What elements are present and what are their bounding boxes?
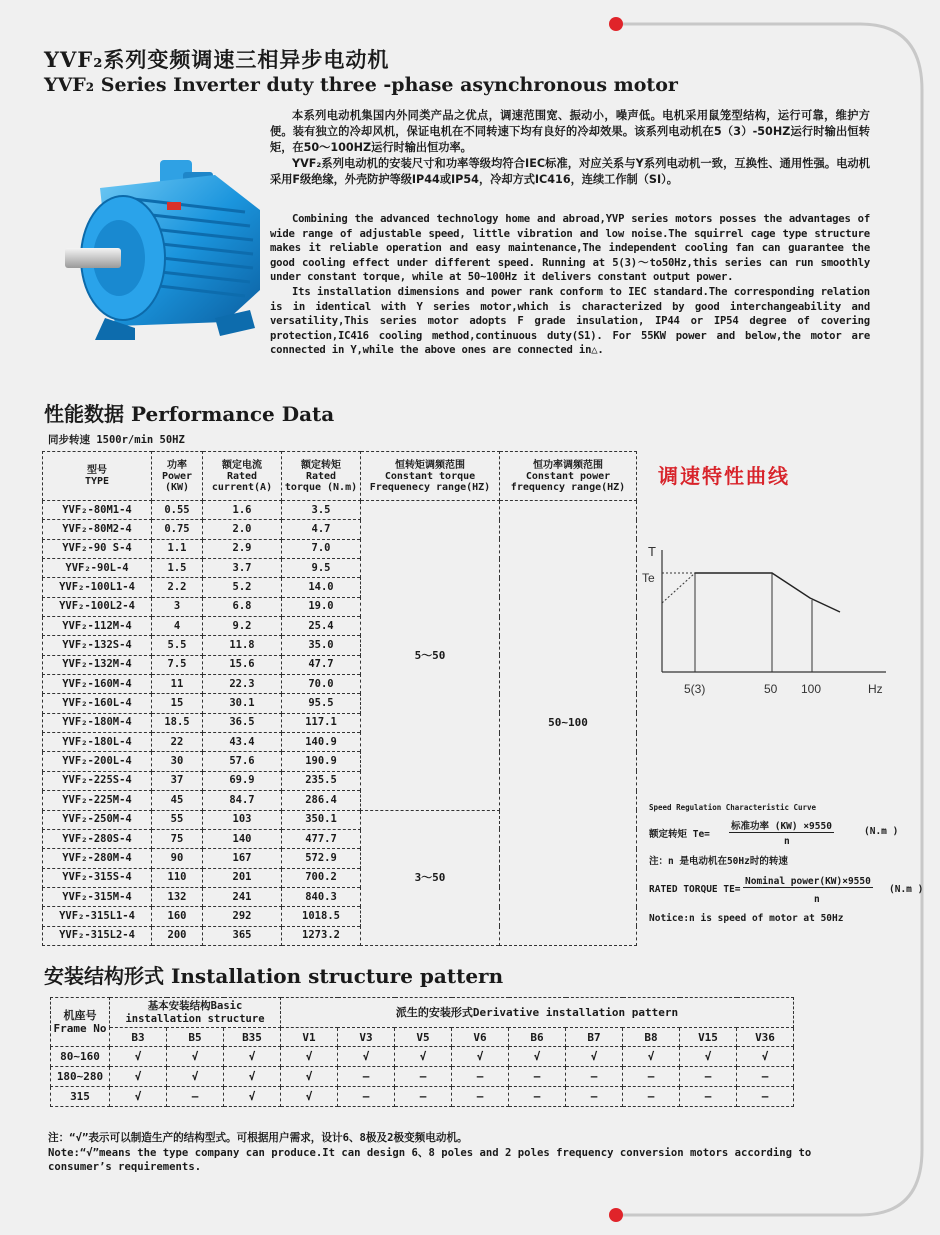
install-title: 安装结构形式 Installation structure pattern	[44, 964, 504, 988]
type-cell: YVF₂-225M-4	[43, 791, 152, 810]
note-cn-n: 注：n 是电动机在50Hz时的转速	[649, 856, 788, 867]
type-cell: YVF₂-90L-4	[43, 559, 152, 578]
mount-mark-cell: √	[281, 1067, 338, 1087]
intro-cn-p1: 本系列电动机集国内外同类产品之优点，调速范围宽、振动小，噪声低。电机采用鼠笼型结构，运行可靠，维护方便。装有独立的冷却风机，保证电机在不同转速下均有良好的冷却效果。该系列电动机在5（3）-50HZ运行时输出恒转矩，在50～100HZ运行时输出恒功率。	[270, 109, 870, 154]
note-en-n: Notice:n is speed of motor at 50Hz	[649, 913, 844, 924]
col-frame: 机座号 Frame No	[51, 998, 110, 1047]
type-cell: YVF₂-80M1-4	[43, 501, 152, 520]
x-tick-label: 100	[801, 682, 822, 696]
mount-mark-cell: —	[566, 1087, 623, 1107]
mount-mark-cell: —	[395, 1087, 452, 1107]
current-cell: 2.0	[203, 520, 282, 539]
torque-cell: 1273.2	[282, 926, 361, 945]
torque-cell: 35.0	[282, 636, 361, 655]
type-cell: YVF₂-280S-4	[43, 829, 152, 848]
power-cell: 55	[152, 810, 203, 829]
mount-mark-cell: —	[623, 1067, 680, 1087]
type-cell: YVF₂-100L1-4	[43, 578, 152, 597]
mount-col-header: V3	[338, 1028, 395, 1047]
intro-en-p1: Combining the advanced technology home and abroad,YVP series motors posses the advantages of wide range of adjustable speed, little vibration and low noise.The squirrel cage type structure makes it reliable operation and easy maintenance,The independent cooling fan can guarantee the good cooling effect under different speed. Running at 5(3)～to50Hz,this series can run smoothly under constant torque, while at 50~100Hz it delivers constant output power.	[270, 213, 870, 284]
power-cell: 75	[152, 829, 203, 848]
inst-row	[51, 1087, 794, 1107]
mount-mark-cell: √	[566, 1047, 623, 1067]
torque-cell: 700.2	[282, 868, 361, 887]
type-cell: YVF₂-315L2-4	[43, 926, 152, 945]
mount-mark-cell: √	[509, 1047, 566, 1067]
type-cell: YVF₂-160L-4	[43, 694, 152, 713]
motor-image	[55, 150, 270, 340]
torque-cell: 140.9	[282, 733, 361, 752]
type-cell: YVF₂-160M-4	[43, 675, 152, 694]
mount-col-header: B5	[167, 1028, 224, 1047]
torque-cell: 350.1	[282, 810, 361, 829]
perf-subtitle: 同步转速 1500r/min 50HZ	[48, 434, 185, 446]
torque-cell: 1018.5	[282, 907, 361, 926]
mount-col-header: V6	[452, 1028, 509, 1047]
installation-table	[50, 997, 794, 1107]
mount-mark-cell: —	[737, 1067, 794, 1087]
torque-cell: 14.0	[282, 578, 361, 597]
power-cell: 30	[152, 752, 203, 771]
power-cell: 45	[152, 791, 203, 810]
current-cell: 36.5	[203, 713, 282, 732]
type-cell: YVF₂-132M-4	[43, 655, 152, 674]
power-cell: 132	[152, 887, 203, 906]
power-cell: 200	[152, 926, 203, 945]
mount-mark-cell: —	[566, 1067, 623, 1087]
type-cell: YVF₂-315M-4	[43, 887, 152, 906]
power-cell: 22	[152, 733, 203, 752]
current-cell: 22.3	[203, 675, 282, 694]
title-cn: YVF₂系列变频调速三相异步电动机	[44, 47, 390, 72]
mount-col-header: B7	[566, 1028, 623, 1047]
torque-cell: 19.0	[282, 597, 361, 616]
torque-cell: 47.7	[282, 655, 361, 674]
col-derivative: 派生的安装形式Derivative installation pattern	[281, 998, 794, 1028]
mount-mark-cell: √	[680, 1047, 737, 1067]
mount-mark-cell: √	[623, 1047, 680, 1067]
torque-cell: 235.5	[282, 771, 361, 790]
type-cell: YVF₂-225S-4	[43, 771, 152, 790]
mount-mark-cell: √	[224, 1067, 281, 1087]
ct-range-1: 5～50	[361, 501, 500, 811]
current-cell: 2.9	[203, 539, 282, 558]
startup-dashed-line	[662, 573, 695, 603]
power-cell: 160	[152, 907, 203, 926]
current-cell: 57.6	[203, 752, 282, 771]
note-en: Note:“√”means the type company can produce.It can design 6、8 poles and 2 poles frequency conversion motors according to consumer’s requirements.	[48, 1147, 812, 1173]
torque-cell: 190.9	[282, 752, 361, 771]
te-label: Te	[642, 571, 655, 585]
performance-table	[42, 451, 637, 946]
mount-mark-cell: —	[680, 1087, 737, 1107]
perf-title: 性能数据 Performance Data	[44, 402, 335, 426]
type-cell: YVF₂-180L-4	[43, 733, 152, 752]
col-torque: 额定转矩 Rated torque (N.m)	[282, 452, 361, 501]
col-constant-torque: 恒转矩调频范围 Constant torque Frequenecy range(HZ)	[361, 452, 500, 501]
torque-cell: 70.0	[282, 675, 361, 694]
intro-cn	[270, 108, 870, 188]
formula-en: RATED TORQUE TE= Nominal power(KW)×9550 n (N.m )	[649, 876, 924, 905]
type-cell: YVF₂-132S-4	[43, 636, 152, 655]
formula-cn: 额定转矩 Te= 标准功率 (KW) ×9550 n (N.m )	[649, 826, 919, 852]
power-cell: 15	[152, 694, 203, 713]
power-cell: 7.5	[152, 655, 203, 674]
current-cell: 6.8	[203, 597, 282, 616]
cp-range: 50~100	[500, 501, 637, 946]
mount-mark-cell: √	[110, 1067, 167, 1087]
type-cell: YVF₂-100L2-4	[43, 597, 152, 616]
current-cell: 9.2	[203, 617, 282, 636]
x-tick-label: 50	[764, 682, 778, 696]
y-axis-label: T	[648, 544, 656, 559]
type-cell: YVF₂-315L1-4	[43, 907, 152, 926]
col-power: 功率 Power (KW)	[152, 452, 203, 501]
mount-mark-cell: √	[338, 1047, 395, 1067]
mount-mark-cell: —	[452, 1067, 509, 1087]
current-cell: 69.9	[203, 771, 282, 790]
power-cell: 18.5	[152, 713, 203, 732]
col-constant-power: 恒功率调频范围 Constant power frequency range(HZ)	[500, 452, 637, 501]
frame-cell: 180~280	[51, 1067, 110, 1087]
mount-mark-cell: —	[737, 1087, 794, 1107]
power-cell: 11	[152, 675, 203, 694]
current-cell: 3.7	[203, 559, 282, 578]
power-cell: 4	[152, 617, 203, 636]
torque-cell: 477.7	[282, 829, 361, 848]
mount-mark-cell: —	[623, 1087, 680, 1107]
current-cell: 15.6	[203, 655, 282, 674]
torque-cell: 286.4	[282, 791, 361, 810]
torque-cell: 3.5	[282, 501, 361, 520]
curve-title: 调速特性曲线	[658, 464, 790, 488]
current-cell: 140	[203, 829, 282, 848]
power-cell: 90	[152, 849, 203, 868]
mount-mark-cell: —	[338, 1087, 395, 1107]
power-cell: 1.5	[152, 559, 203, 578]
type-cell: YVF₂-112M-4	[43, 617, 152, 636]
mount-col-header: B8	[623, 1028, 680, 1047]
mount-mark-cell: √	[224, 1087, 281, 1107]
inst-row	[51, 1067, 794, 1087]
torque-cell: 4.7	[282, 520, 361, 539]
type-cell: YVF₂-200L-4	[43, 752, 152, 771]
mount-col-header: B3	[110, 1028, 167, 1047]
col-current: 额定电流 Rated current(A)	[203, 452, 282, 501]
intro-en-p2: Its installation dimensions and power rank conform to IEC standard.The corresponding relation is in identical with Y series motor,which is characterized by good interchangeability and versatility,This series motor adopts F grade insulation, IP44 or IP54 degree of covering protection,IC416 cooling method,continuous duty(S1). For 55KW power and below,the motor are connected in Y,while the above ones are connected in△.	[270, 285, 870, 357]
current-cell: 30.1	[203, 694, 282, 713]
mount-mark-cell: √	[110, 1087, 167, 1107]
current-cell: 292	[203, 907, 282, 926]
mount-mark-cell: —	[509, 1087, 566, 1107]
current-cell: 103	[203, 810, 282, 829]
note-cn: 注：“√”表示可以制造生产的结构型式。可根据用户需求，设计6、8极及2极变频电动机。	[48, 1132, 468, 1144]
mount-mark-cell: —	[452, 1087, 509, 1107]
current-cell: 201	[203, 868, 282, 887]
intro-en	[270, 212, 870, 358]
inst-row	[51, 1047, 794, 1067]
speed-curve-chart	[640, 540, 900, 710]
current-cell: 1.6	[203, 501, 282, 520]
mount-col-header: B6	[509, 1028, 566, 1047]
mount-mark-cell: —	[167, 1087, 224, 1107]
mount-col-header: V15	[680, 1028, 737, 1047]
intro-cn-p2: YVF₂系列电动机的安装尺寸和功率等级均符合IEC标准，对应关系与Y系列电动机一致，互换性、通用性强。电动机采用F级绝缘，外壳防护等级IP44或IP54，冷却方式IC416，连续工作制（SI）。	[270, 157, 870, 186]
red-dot-top	[609, 17, 623, 31]
perf-row	[43, 501, 637, 520]
mount-col-header: B35	[224, 1028, 281, 1047]
mount-col-header: V36	[737, 1028, 794, 1047]
torque-cell: 9.5	[282, 559, 361, 578]
col-basic: 基本安装结构Basic installation structure	[110, 998, 281, 1028]
current-cell: 43.4	[203, 733, 282, 752]
title-en: YVF₂ Series Inverter duty three -phase asynchronous motor	[44, 74, 678, 96]
mount-mark-cell: √	[110, 1047, 167, 1067]
torque-cell: 25.4	[282, 617, 361, 636]
frame-cell: 315	[51, 1087, 110, 1107]
x-tick-label: 5(3)	[684, 682, 706, 696]
type-cell: YVF₂-315S-4	[43, 868, 152, 887]
current-cell: 84.7	[203, 791, 282, 810]
col-type: 型号 TYPE	[43, 452, 152, 501]
power-cell: 5.5	[152, 636, 203, 655]
torque-cell: 95.5	[282, 694, 361, 713]
current-cell: 365	[203, 926, 282, 945]
mount-mark-cell: √	[452, 1047, 509, 1067]
torque-cell: 840.3	[282, 887, 361, 906]
torque-cell: 7.0	[282, 539, 361, 558]
torque-cell: 117.1	[282, 713, 361, 732]
ct-range-2: 3～50	[361, 810, 500, 945]
power-cell: 37	[152, 771, 203, 790]
mount-col-header: V5	[395, 1028, 452, 1047]
mount-mark-cell: √	[224, 1047, 281, 1067]
mount-mark-cell: —	[395, 1067, 452, 1087]
mount-mark-cell: —	[509, 1067, 566, 1087]
x-unit-label: Hz	[868, 682, 883, 696]
torque-curve	[695, 573, 840, 612]
current-cell: 241	[203, 887, 282, 906]
current-cell: 167	[203, 849, 282, 868]
mount-mark-cell: √	[167, 1067, 224, 1087]
mount-col-header: V1	[281, 1028, 338, 1047]
power-cell: 1.1	[152, 539, 203, 558]
power-cell: 0.75	[152, 520, 203, 539]
mount-mark-cell: √	[281, 1047, 338, 1067]
mount-mark-cell: —	[680, 1067, 737, 1087]
mount-mark-cell: √	[737, 1047, 794, 1067]
type-cell: YVF₂-180M-4	[43, 713, 152, 732]
current-cell: 11.8	[203, 636, 282, 655]
type-cell: YVF₂-90 S-4	[43, 539, 152, 558]
frame-cell: 80~160	[51, 1047, 110, 1067]
power-cell: 110	[152, 868, 203, 887]
red-dot-bottom	[609, 1208, 623, 1222]
mount-mark-cell: √	[281, 1087, 338, 1107]
type-cell: YVF₂-250M-4	[43, 810, 152, 829]
torque-cell: 572.9	[282, 849, 361, 868]
power-cell: 2.2	[152, 578, 203, 597]
current-cell: 5.2	[203, 578, 282, 597]
mount-mark-cell: √	[395, 1047, 452, 1067]
type-cell: YVF₂-80M2-4	[43, 520, 152, 539]
power-cell: 3	[152, 597, 203, 616]
power-cell: 0.55	[152, 501, 203, 520]
curve-caption: Speed Regulation Characteristic Curve	[649, 803, 817, 812]
type-cell: YVF₂-280M-4	[43, 849, 152, 868]
mount-mark-cell: —	[338, 1067, 395, 1087]
mount-mark-cell: √	[167, 1047, 224, 1067]
